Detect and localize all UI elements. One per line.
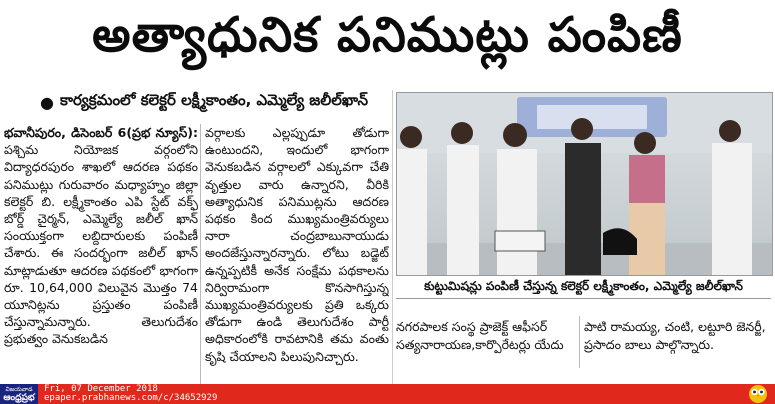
bullet-icon: ●: [40, 92, 54, 112]
article-column-2: [205, 124, 389, 386]
epaper-url[interactable]: epaper.prabhanews.com/c/34652929: [44, 393, 218, 403]
column-divider: [200, 124, 201, 384]
article-text-1: పశ్చిమ నియోజక వర్గంలోని విద్యాధరపురం శాఖలో ఆదరణ పథకం పనిముట్లు గురువారం మధ్యాహ్నం జిల్లా కలెక్టర్ బి. లక్ష్మీకాంతం ఎపి స్టేట్ వక్ఫ్ బోర్డ్ చైర్మన్, ఎమ్మెల్యే జలీల్ ఖాన్ సంయుక్తంగా లబ్దిదారులకు పంపిణీ చేశారు. ఈ సందర్భంగా జలీల్ ఖాన్ మాట్లాడుతూ ఆదరణ పథకంలో భాగంగా రూ. 10,64,000 విలువైన మొత్తం 74 యూనిట్లను ప్రస్తుతం పంపిణీ చేస్తున్నామన్నారు. తెలుగుదేశం ప్రభుత్వం వెనుకబడిన: [4, 142, 198, 347]
article-column-3: నగరపాలక సంస్థ ప్రాజెక్ట్ ఆఫీసర్ సత్యనారాయణ,కార్పొరేటర్లు యేదు: [396, 319, 564, 352]
article-column-4: పాటి రామయ్య, చంటి, లట్టూరి జెనర్జీ, ప్రసాదం బాలు పాల్గొన్నారు.: [584, 319, 766, 352]
logo-bottom-text: ఆంధ్రప్రభ: [3, 393, 35, 403]
owl-icon: [747, 382, 769, 404]
footer-meta: [44, 385, 217, 403]
photo-caption: కుట్టుమిషన్లు పంపిణీ చేస్తున్న కలెక్టర్ లక్ష్మీకాంతం, ఎమ్మెల్యే జలీల్‌ఖాన్: [396, 276, 771, 299]
footer-bar: [0, 384, 775, 404]
column-divider: [392, 90, 393, 386]
dateline: భవానీపురం, డిసెంబర్ 6(ప్రభ న్యూస్):: [4, 125, 198, 140]
subheadline: [40, 90, 390, 114]
column-divider: [579, 316, 580, 368]
logo-top-text: విజయవాడ: [5, 386, 33, 393]
edition-date: Fri, 07 December 2018: [44, 384, 158, 394]
article-column-1: [4, 124, 198, 386]
article-text-2: వర్గాలకు ఎల్లప్పుడూ తోడుగా ఉంటుందని, ఇందులో భాగంగా వెనుకబడిన వర్గాలలో ఎక్కువగా చేతి వృత్తుల వారు ఉన్నారని, వీరికి అత్యాధునిక పనిముట్లను ఆదరణ పథకం కింద ముఖ్యమంత్రివర్యులు నారా చంద్రబాబునాయుడు అందజేస్తున్నారన్నారు. లోటు బడ్జెట్ ఉన్నప్పటికీ అనేక సంక్షేమ పథకాలను నిర్విరామంగా కొనసాగిస్తున్న ముఖ్యమంత్రివర్యులకు ప్రతి ఒక్కరు తోడుగా ఉండి తెలుగుదేశం పార్టీ అధికారంలోకి రావటానికి తమ వంతు కృషి చేయాలని పిలుపునిచ్చారు.: [205, 125, 389, 364]
subheadline-text: కార్యక్రమంలో కలెక్టర్ లక్ష్మీకాంతం, ఎమ్మెల్యే జలీల్‌ఖాన్: [59, 91, 369, 109]
news-photo: [396, 92, 773, 276]
newspaper-logo: [0, 384, 38, 404]
headline: అత్యాధునిక పనిముట్లు పంపిణీ: [92, 7, 683, 63]
